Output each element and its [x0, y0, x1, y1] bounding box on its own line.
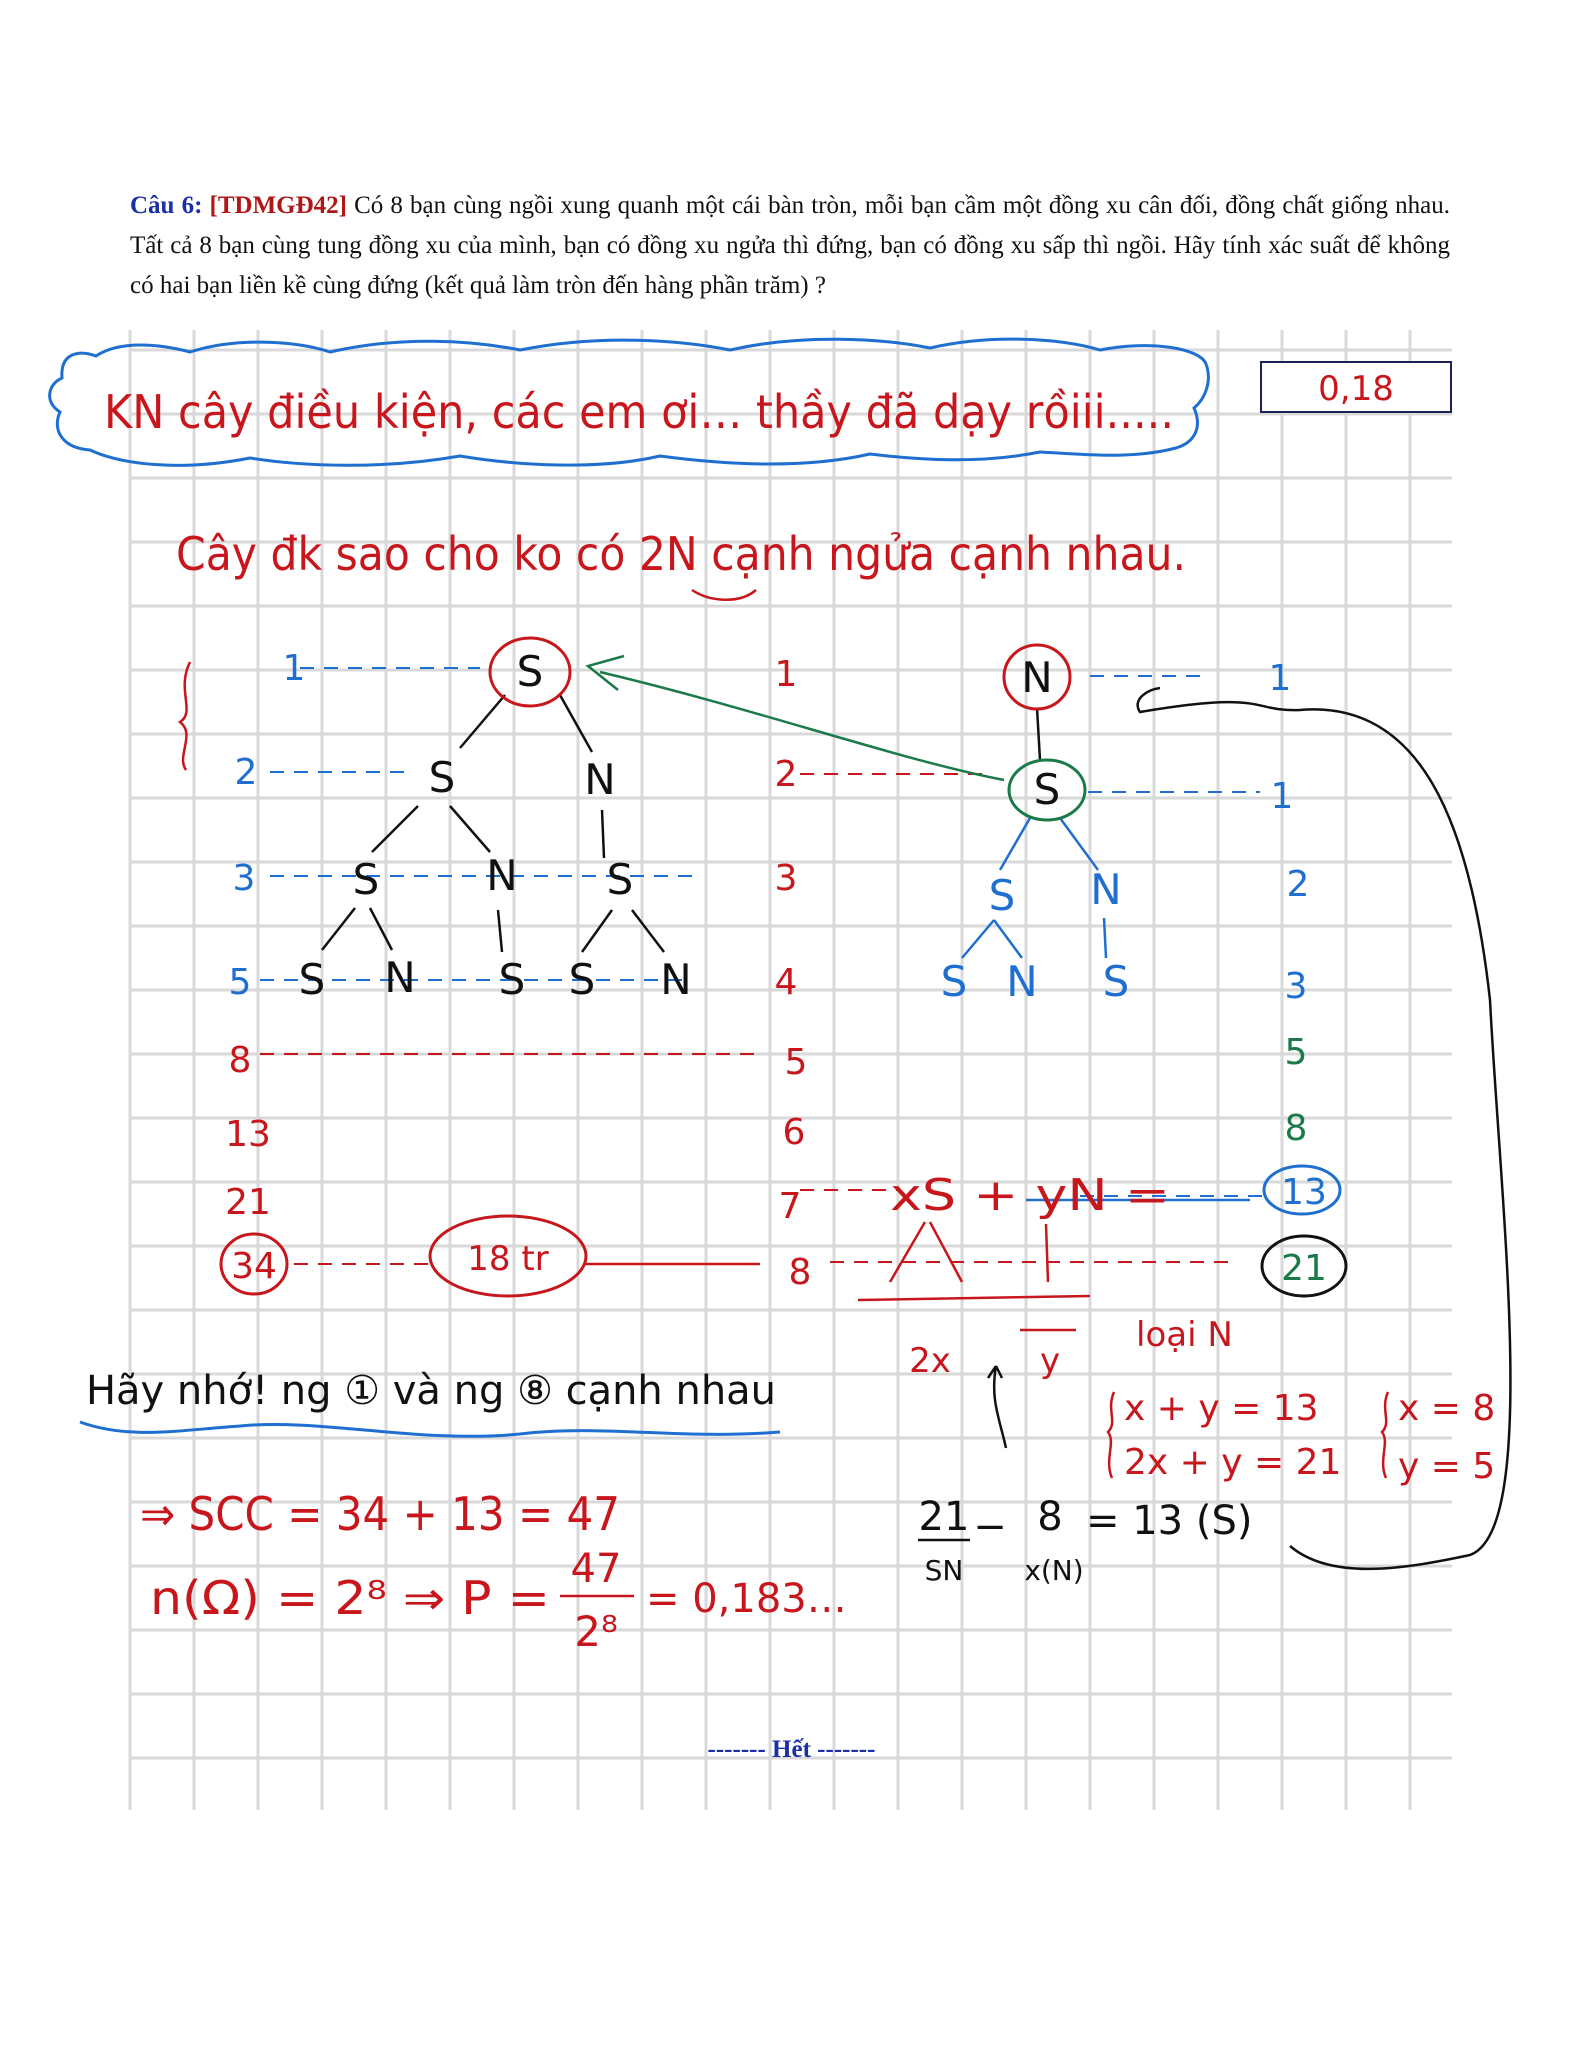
right-root-node: N — [1021, 653, 1053, 702]
equation-branches — [858, 1222, 1090, 1330]
solution-x: x = 8 — [1398, 1388, 1496, 1429]
footer-end: ------- Hết ------- — [707, 1736, 876, 1763]
left-tree-nodes — [299, 647, 692, 1004]
probability-result: = 0,183… — [646, 1576, 847, 1622]
right-count: 3 — [1284, 966, 1308, 1007]
remember-text: Hãy nhớ! ng ① và ng ⑧ cạnh nhau — [86, 1368, 776, 1414]
right-count: 21 — [1281, 1248, 1327, 1289]
left-l2-node: S — [428, 753, 456, 802]
left-l4-node: N — [660, 955, 692, 1004]
heading-text: Cây đk sao cho ko có 2N cạnh ngửa cạnh nhau. — [176, 527, 1186, 581]
fraction-numerator: 47 — [570, 1546, 622, 1592]
right-count-column — [1269, 658, 1327, 1289]
right-tree-edges — [962, 818, 1106, 958]
left-l3-node: S — [606, 855, 634, 904]
fraction-denominator: 2⁸ — [574, 1607, 618, 1656]
left-count: 5 — [228, 962, 252, 1003]
left-count: 3 — [232, 858, 256, 899]
middle-level: 7 — [778, 1186, 802, 1227]
middle-level: 8 — [788, 1252, 812, 1293]
right-l2-node: S — [1033, 765, 1061, 814]
system-eq-1: x + y = 13 — [1124, 1388, 1319, 1429]
middle-level: 2 — [774, 754, 798, 795]
system-eq-2: 2x + y = 21 — [1124, 1442, 1342, 1483]
right-l3-node: S — [988, 871, 1016, 920]
middle-level-column — [775, 654, 812, 1293]
left-l3-node: S — [352, 855, 380, 904]
answer-value: 0,18 — [1318, 369, 1394, 409]
bubble-text: KN cây điều kiện, các em ơi… thầy đã dạy rồiii..... — [104, 385, 1174, 439]
middle-level: 5 — [784, 1042, 808, 1083]
left-l4-node: S — [568, 955, 596, 1004]
left-tree-edges — [322, 695, 664, 952]
question-text: Có 8 bạn cùng ngồi xung quanh một cái bàn tròn, mỗi bạn cầm một đồng xu cân đối, đồng chất giống nhau. Tất cả 8 bạn cùng tung đồng xu của mình, bạn có đồng xu ngửa thì đứng, bạn có đồng xu sấp thì ngồi. Hãy tính xác suất để không có hai bạn liền kề cùng đứng (kết quả làm tròn đến hàng phần trăm) ? — [130, 192, 1450, 299]
left-count: 1 — [282, 648, 306, 689]
left-count: 8 — [228, 1040, 252, 1081]
left-root-node: S — [516, 647, 544, 696]
bottom-result: = 13 (S) — [1086, 1498, 1253, 1544]
omega-text: n(Ω) = 2⁸ ⇒ P = — [150, 1571, 550, 1625]
question-code: [TDMGĐ42] — [209, 192, 348, 219]
equation-y: y — [1039, 1341, 1061, 1381]
bottom-mid-label: x(N) — [1024, 1554, 1084, 1587]
left-l3-node: N — [486, 851, 518, 900]
left-l4-node: S — [498, 955, 526, 1004]
wave-underline — [80, 1422, 780, 1436]
sn-bracket-arrow — [988, 1366, 1006, 1448]
left-count: 21 — [225, 1182, 271, 1223]
right-count: 1 — [1268, 658, 1292, 699]
system-brace-left — [1108, 1392, 1114, 1478]
middle-level: 1 — [774, 654, 798, 695]
bottom-fraction-num: 21 — [918, 1494, 970, 1540]
middle-level: 6 — [782, 1112, 806, 1153]
right-l4-node: S — [940, 957, 968, 1006]
equation-text: xS + yN = — [890, 1170, 1170, 1221]
question-label: Câu 6: — [130, 192, 203, 219]
left-count: 2 — [234, 752, 258, 793]
left-l4-node: N — [384, 953, 416, 1002]
solution-y: y = 5 — [1398, 1446, 1496, 1487]
system-brace-right — [1382, 1392, 1388, 1478]
right-count: 5 — [1284, 1032, 1308, 1073]
equation-2x: 2x — [909, 1341, 951, 1381]
loai-n-text: loại N — [1136, 1315, 1233, 1355]
left-count-column — [225, 648, 305, 1287]
right-tree-edge-root — [1037, 708, 1040, 760]
right-l3-node: N — [1090, 865, 1122, 914]
bottom-fraction-den: SN — [924, 1554, 964, 1587]
scc-text: ⇒ SCC = 34 + 13 = 47 — [140, 1487, 620, 1541]
black-loop-arrow — [1138, 688, 1511, 1569]
bottom-mid-value: 8 — [1037, 1494, 1063, 1540]
right-l4-node: N — [1006, 957, 1038, 1006]
middle-level: 3 — [774, 858, 798, 899]
left-l4-node: S — [298, 955, 326, 1004]
right-count: 1 — [1270, 776, 1294, 817]
right-count: 13 — [1281, 1172, 1327, 1213]
right-count: 2 — [1286, 864, 1310, 905]
bottom-minus: − — [973, 1504, 1007, 1550]
left-count: 13 — [225, 1114, 271, 1155]
left-count: 34 — [231, 1246, 277, 1287]
middle-level: 4 — [774, 962, 798, 1003]
right-tree-nodes — [941, 653, 1130, 1006]
left-l2-node: N — [584, 755, 616, 804]
circled-18tr-text: 18 tr — [467, 1239, 549, 1279]
green-arrow — [600, 672, 1004, 780]
right-l4-node: S — [1102, 957, 1130, 1006]
right-count: 8 — [1284, 1108, 1308, 1149]
underline-2N — [692, 590, 756, 600]
left-brace — [180, 662, 190, 770]
